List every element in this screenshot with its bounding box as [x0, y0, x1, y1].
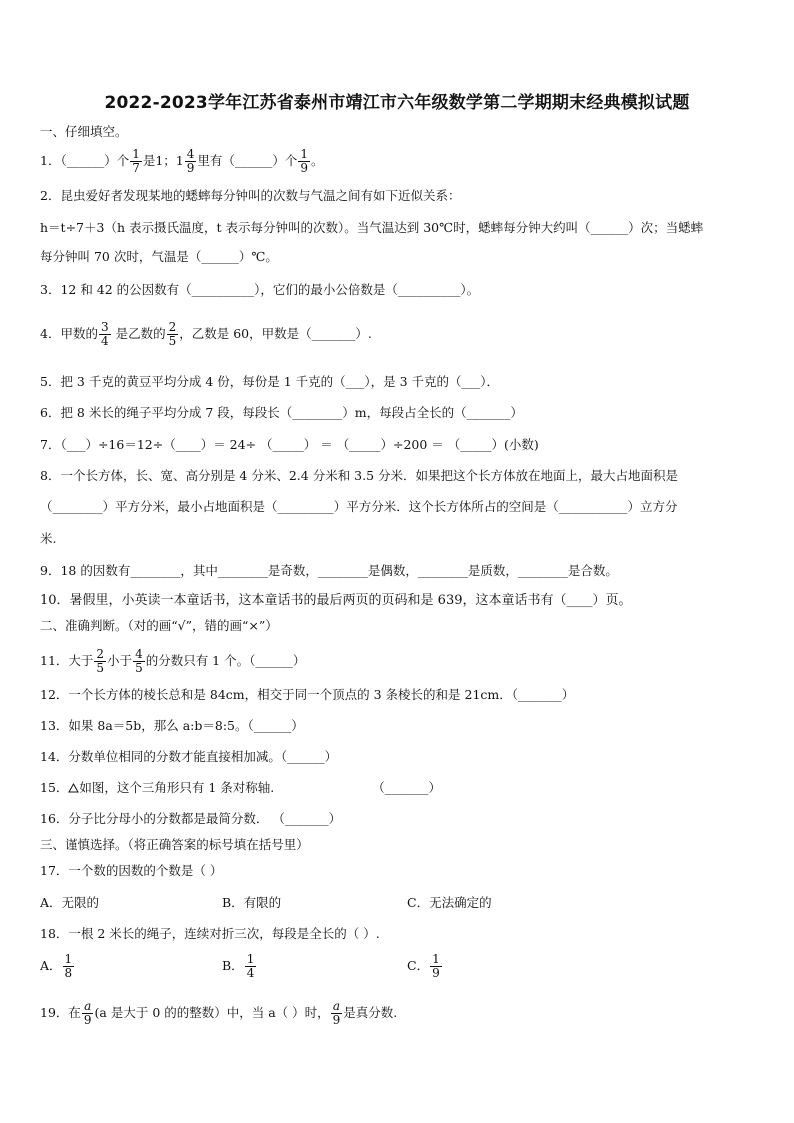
- q1-fraction-3: [298, 148, 310, 175]
- q17-option-c: C．无法确定的: [407, 895, 492, 910]
- q18-c-num: 1: [432, 952, 440, 966]
- question-6: 6．把 8 米长的绳子平均分成 7 段，每段长（________）m，每段占全长的（_______）: [40, 405, 523, 420]
- q4-fraction-1: [99, 321, 111, 348]
- q4-text-a: 4．甲数的: [40, 326, 98, 341]
- q18-b-num: 1: [246, 952, 255, 966]
- question-19: [40, 1000, 397, 1027]
- q15-number: 15．: [40, 780, 69, 795]
- q15-text: 如图，这个三角形只有 1 条对称轴.: [79, 780, 275, 795]
- q19-text-b: (a 是大于 0 的的整数）中，当 a（ ）时，: [94, 1005, 330, 1020]
- q18-a-den: 8: [64, 966, 73, 980]
- q1-text-d: 。: [311, 153, 324, 168]
- q4-text-b: 是乙数的: [111, 326, 166, 341]
- q18-b-label: B．: [222, 958, 244, 973]
- question-8-line-3: 米.: [40, 531, 57, 546]
- q1-f1-den: 7: [132, 161, 140, 175]
- q4-f2-den: 5: [168, 334, 177, 348]
- q11-text-c: 的分数只有 1 个。（______）: [145, 653, 306, 668]
- question-13: 13．如果 8a＝5b，那么 a:b＝8:5。（______）: [40, 718, 304, 733]
- q19-fraction-2: [331, 1000, 343, 1027]
- question-2-line-2: h＝t÷7＋3（h 表示摄氏温度，t 表示每分钟叫的次数）。当气温达到 30℃时，蟋蟀每分钟大约叫（______）次；当蟋蟀: [40, 220, 704, 235]
- q1-f3-num: 1: [300, 147, 309, 161]
- q1-f3-den: 9: [300, 161, 309, 175]
- q18-c-fraction: [430, 953, 442, 980]
- q4-f1-num: 3: [100, 320, 109, 334]
- q19-text-a: 19．在: [40, 1005, 81, 1020]
- q11-text-a: 11．大于: [40, 653, 94, 668]
- question-11: [40, 648, 305, 675]
- q18-option-c: [407, 953, 443, 980]
- q18-option-b: [222, 953, 257, 980]
- q18-c-label: C．: [407, 958, 430, 973]
- q11-fraction-2: [133, 648, 145, 675]
- q19-fraction-1: [82, 1000, 94, 1027]
- question-2-line-1: 2．昆虫爱好者发现某地的蟋蟀每分钟叫的次数与气温之间有如下近似关系：: [40, 188, 461, 203]
- q1-fraction-2: [185, 148, 197, 175]
- question-10: 10．暑假里，小英读一本童话书，这本童话书的最后两页的页码和是 639，这本童话书有（____）页。: [40, 593, 632, 608]
- q19-text-c: 是真分数.: [343, 1005, 398, 1020]
- section-1-heading: 一、仔细填空。: [40, 124, 128, 139]
- q18-option-a: [40, 953, 75, 980]
- question-15: [40, 779, 441, 797]
- page-title: 2022-2023学年江苏省泰州市靖江市六年级数学第二学期期末经典模拟试题: [104, 93, 690, 113]
- q1-fraction-1: [130, 148, 142, 175]
- question-8-line-1: 8．一个长方体，长、宽、高分别是 4 分米、2.4 分米和 3.5 分米．如果把这个长方体放在地面上，最大占地面积是: [40, 468, 679, 483]
- question-8-line-2: （________）平方分米，最小占地面积是（_________）平方分米．这个长方体所占的空间是（___________）立方分: [40, 499, 678, 514]
- question-3: 3．12 和 42 的公因数有（__________），它们的最小公倍数是（__________）。: [40, 282, 480, 297]
- section-3-heading: 三、谨慎选择。（将正确答案的标号填在括号里）: [40, 837, 309, 852]
- q18-a-label: A．: [40, 958, 62, 973]
- q18-a-fraction: [63, 953, 75, 980]
- q19-f2-num: a: [332, 999, 341, 1013]
- question-14: 14．分数单位相同的分数才能直接相加减。（______）: [40, 749, 338, 764]
- q18-c-den: 9: [432, 966, 440, 980]
- q19-f1-den: 9: [83, 1013, 92, 1027]
- q11-fraction-1: [94, 648, 106, 675]
- q1-text-c: 里有（______）个: [197, 153, 298, 168]
- q17-option-a: A．无限的: [40, 895, 100, 910]
- triangle-figure-icon: [68, 783, 79, 793]
- q4-fraction-2: [167, 321, 179, 348]
- q11-f2-den: 5: [135, 661, 143, 675]
- question-9: 9．18 的因数有________，其中________是奇数，________是偶数，________是质数，________是合数。: [40, 563, 618, 578]
- question-18: 18．一根 2 米长的绳子，连续对折三次，每段是全长的（ ）.: [40, 926, 380, 941]
- q4-f2-num: 2: [168, 320, 177, 334]
- question-5: 5．把 3 千克的黄豆平均分成 4 份，每份是 1 千克的（___），是 3 千克的（___）．: [40, 374, 500, 389]
- q18-a-num: 1: [64, 952, 73, 966]
- question-17: 17．一个数的因数的个数是（ ）: [40, 863, 223, 878]
- q1-f2-num: 4: [186, 147, 195, 161]
- question-16: 16．分子比分母小的分数都是最简分数． （_______）: [40, 811, 342, 826]
- question-4: [40, 321, 372, 348]
- q1-text-b: 是1；1: [142, 153, 184, 168]
- question-2-line-3: 每分钟叫 70 次时，气温是（______）℃。: [40, 249, 278, 264]
- q4-f1-den: 4: [100, 334, 109, 348]
- q1-f2-den: 9: [186, 161, 195, 175]
- section-2-heading: 二、准确判断。（对的画“√”，错的画“×”）: [40, 618, 278, 633]
- q1-f1-num: 1: [132, 147, 140, 161]
- q11-f1-den: 5: [96, 661, 105, 675]
- q17-option-b: B．有限的: [222, 895, 282, 910]
- question-1: [40, 148, 324, 175]
- q15-answer-blank: （_______）: [372, 780, 442, 795]
- q11-f1-num: 2: [96, 647, 105, 661]
- q18-b-den: 4: [246, 966, 255, 980]
- q11-f2-num: 4: [135, 647, 143, 661]
- q19-f2-den: 9: [332, 1013, 341, 1027]
- q11-text-b: 小于: [107, 653, 133, 668]
- q1-text-a: 1．（______）个: [40, 153, 130, 168]
- q4-text-c: ，乙数是 60，甲数是（_______）.: [179, 326, 372, 341]
- question-7: 7．（___）÷16＝12÷（____）＝ 24÷ （_____） ＝ （_____）÷200 ＝ （_____）(小数): [40, 437, 539, 452]
- q19-f1-num: a: [84, 999, 92, 1013]
- q18-b-fraction: [245, 953, 257, 980]
- question-12: 12．一个长方体的棱长总和是 84cm，相交于同一个顶点的 3 条棱长的和是 21cm．（_______）: [40, 687, 575, 702]
